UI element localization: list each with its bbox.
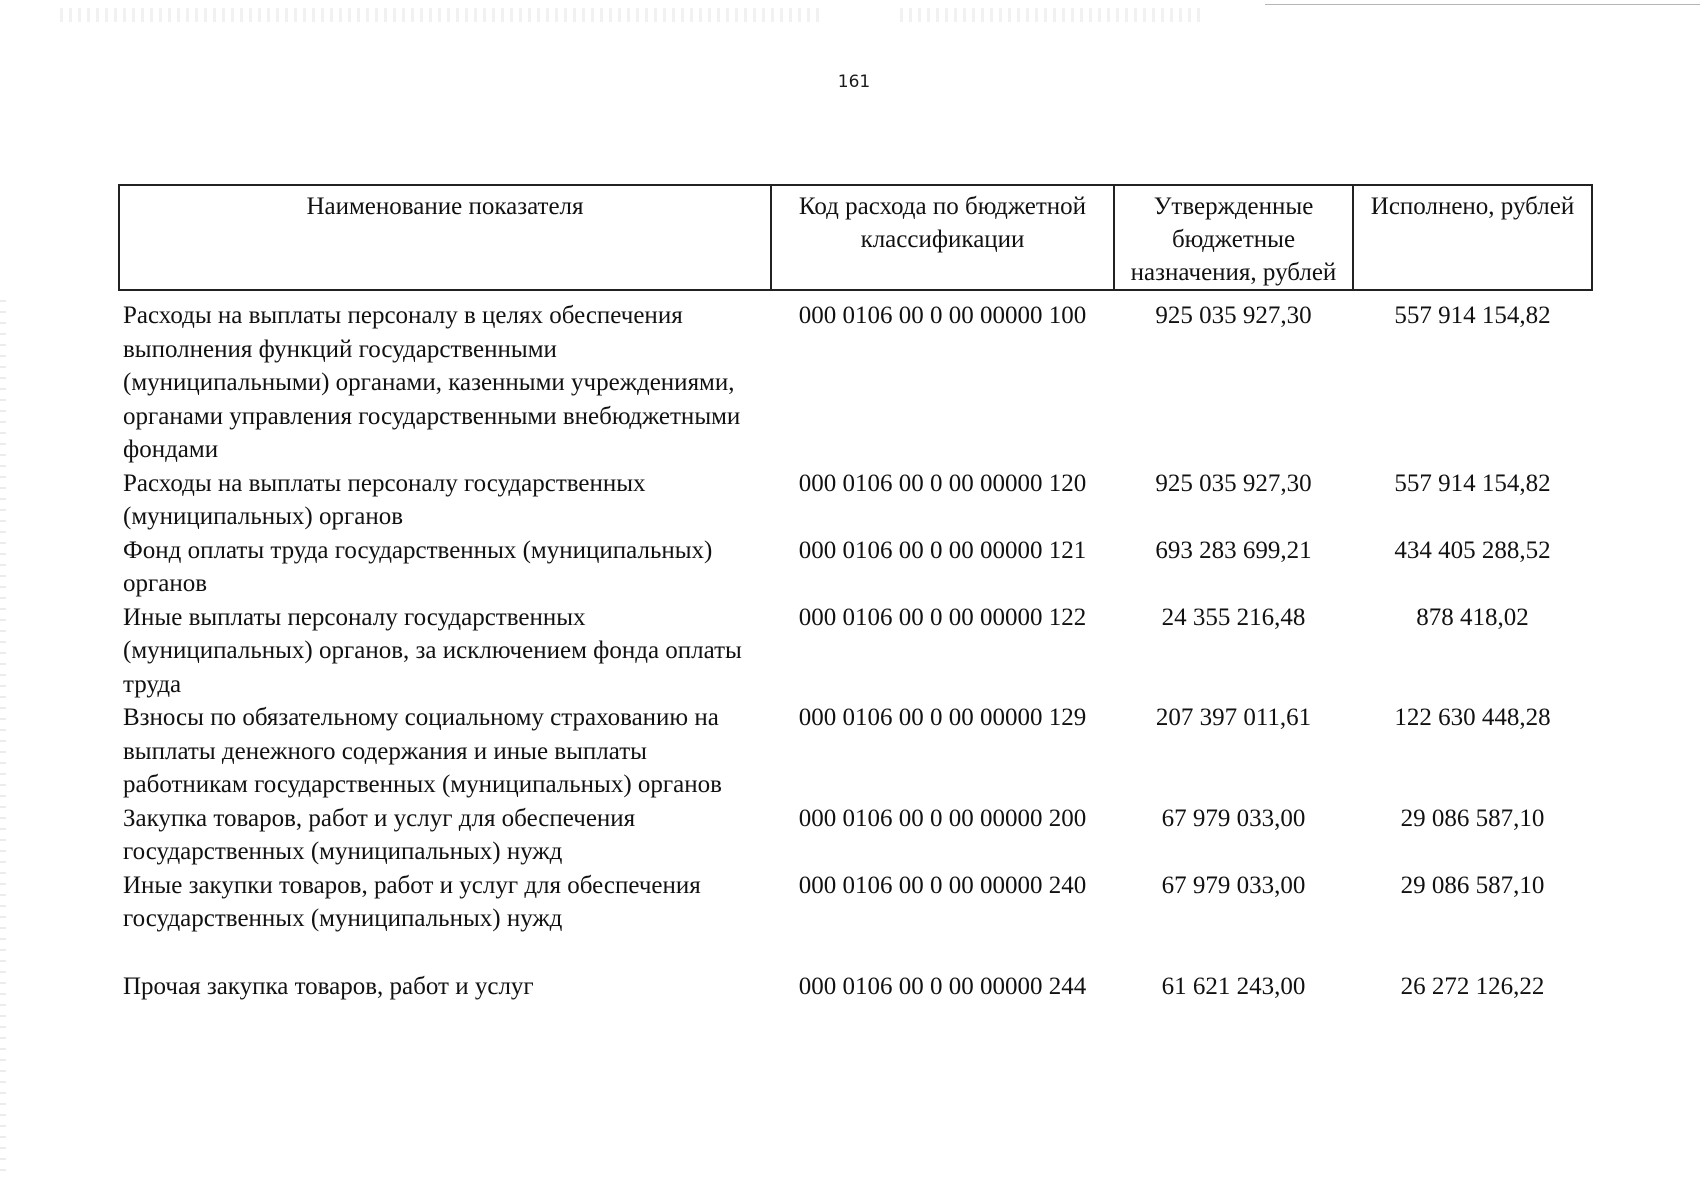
scan-noise-top [900, 8, 1200, 22]
scan-edge-line [1265, 4, 1700, 5]
row-name: Фонд оплаты труда государственных (муниципальных) органов [123, 536, 713, 597]
table-row [119, 467, 1592, 534]
row-code: 000 0106 00 0 00 00000 244 [798, 972, 1087, 1000]
header-indicator-name: Наименование показателя [119, 185, 771, 290]
header-executed: Исполнено, рублей [1353, 185, 1592, 290]
table-row [119, 290, 1592, 467]
page-number: 161 [837, 72, 871, 92]
table-row [119, 802, 1592, 869]
table-row [119, 701, 1592, 802]
budget-table [118, 184, 1593, 1003]
row-name: Иные выплаты персоналу государственных (муниципальных) органов, за исключением фонда оплаты труда [123, 603, 742, 698]
row-name: Взносы по обязательному социальному страхованию на выплаты денежного содержания и иные выплаты работникам государственных (муниципальных) органов [123, 704, 722, 798]
row-code: 000 0106 00 0 00 00000 240 [798, 871, 1087, 899]
scan-noise-left [0, 300, 6, 1180]
row-executed: 434 405 288,52 [1394, 536, 1551, 564]
row-code: 000 0106 00 0 00 00000 100 [798, 302, 1087, 329]
row-approved: 24 355 216,48 [1161, 603, 1306, 631]
row-approved: 61 621 243,00 [1161, 972, 1306, 1000]
row-name: Расходы на выплаты персоналу государственных (муниципальных) органов [123, 469, 646, 530]
row-approved: 67 979 033,00 [1161, 871, 1306, 899]
row-executed: 29 086 587,10 [1400, 871, 1545, 899]
scan-noise-top [60, 8, 820, 22]
row-name: Расходы на выплаты персоналу в целях обеспечения выполнения функций государственными (муниципальными) органами, казенными учреждениями, органами управления государственными внебюджетными фондами [123, 302, 741, 463]
row-approved: 67 979 033,00 [1161, 804, 1306, 832]
table-row [119, 869, 1592, 936]
row-approved: 207 397 011,61 [1155, 704, 1312, 731]
header-approved: Утвержденные бюджетные назначения, рублей [1114, 185, 1353, 290]
row-code: 000 0106 00 0 00 00000 120 [798, 469, 1087, 497]
row-executed: 557 914 154,82 [1394, 302, 1551, 329]
row-code: 000 0106 00 0 00 00000 129 [798, 704, 1087, 731]
row-executed: 122 630 448,28 [1394, 704, 1551, 731]
table-header-row [119, 185, 1592, 290]
row-approved: 925 035 927,30 [1155, 469, 1312, 497]
row-name: Иные закупки товаров, работ и услуг для обеспечения государственных (муниципальных) нужд [123, 871, 701, 932]
row-approved: 925 035 927,30 [1155, 302, 1312, 329]
row-executed: 557 914 154,82 [1394, 469, 1551, 497]
row-executed: 878 418,02 [1416, 603, 1529, 631]
table-row [119, 936, 1592, 1004]
row-code: 000 0106 00 0 00 00000 121 [798, 536, 1087, 564]
row-code: 000 0106 00 0 00 00000 200 [798, 804, 1087, 832]
row-name: Закупка товаров, работ и услуг для обеспечения государственных (муниципальных) нужд [123, 804, 636, 865]
row-executed: 29 086 587,10 [1400, 804, 1545, 832]
row-approved: 693 283 699,21 [1155, 536, 1312, 564]
row-name: Прочая закупка товаров, работ и услуг [123, 972, 534, 1000]
table-row [119, 601, 1592, 702]
table-row [119, 534, 1592, 601]
header-expense-code: Код расхода по бюджетной классификации [771, 185, 1114, 290]
row-executed: 26 272 126,22 [1400, 972, 1545, 1000]
row-code: 000 0106 00 0 00 00000 122 [798, 603, 1087, 631]
